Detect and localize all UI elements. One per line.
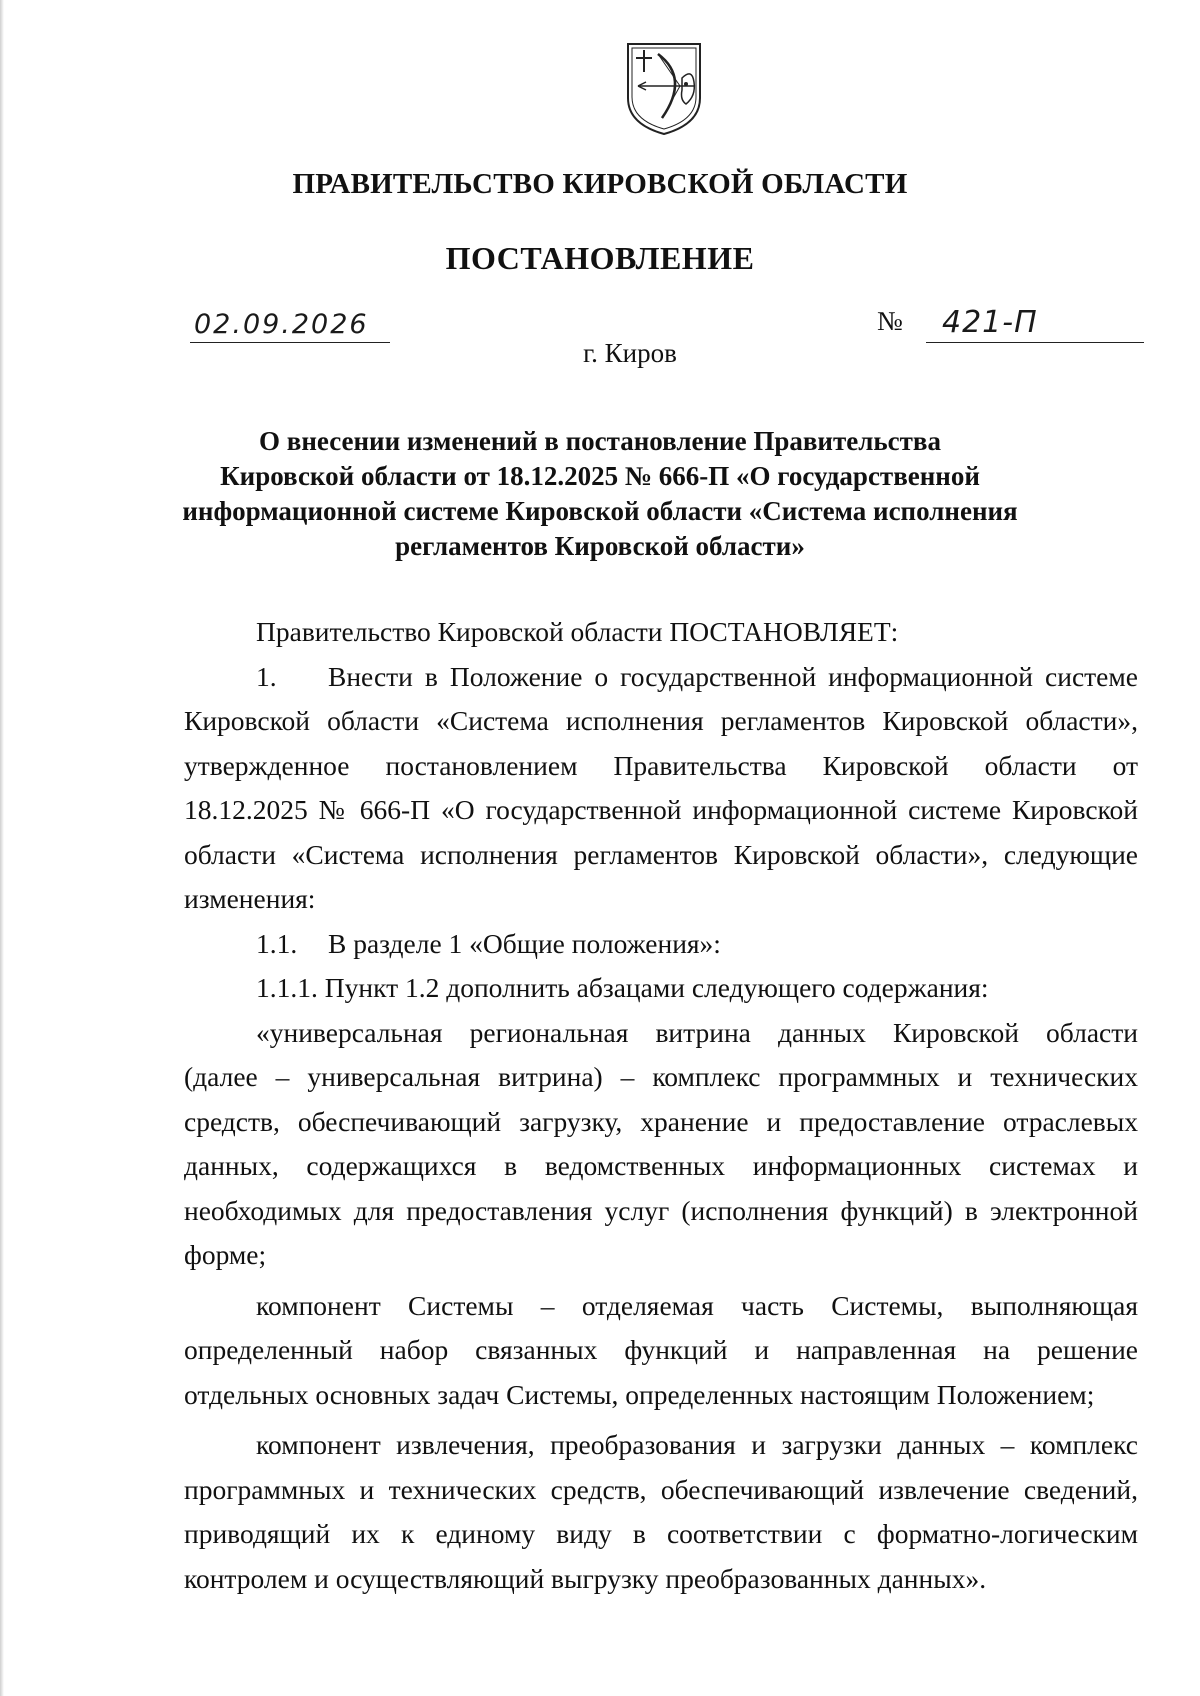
subject-line: Кировской области от 18.12.2025 № 666-П «О государственной xyxy=(220,461,980,491)
paragraph-c-line: программных и технических средств, обеспечивающий извлечение сведений, xyxy=(184,1473,1138,1505)
paragraph-c-line: компонент извлечения, преобразования и загрузки данных – комплекс xyxy=(256,1429,1138,1460)
item-1-line: области «Система исполнения регламентов Кировской области», следующие xyxy=(184,838,1138,870)
paragraph-b-line: отдельных основных задач Системы, определенных настоящим Положением; xyxy=(184,1378,1095,1410)
document-date: 02.09.2026 xyxy=(194,309,369,340)
number-sign: № xyxy=(877,306,903,336)
item-1-first-line xyxy=(184,655,1138,700)
paragraph-a-line: данных, содержащихся в ведомственных информационных системах и xyxy=(184,1150,1138,1181)
item-1-1-number: 1.1. xyxy=(256,927,298,959)
subject-line: информационной системе Кировской области «Система исполнения xyxy=(182,496,1018,526)
item-1-1 xyxy=(184,922,1138,967)
item-1-line: Кировской области «Система исполнения регламентов Кировской области», xyxy=(184,705,1138,736)
item-1-1-1: 1.1.1. Пункт 1.2 дополнить абзацами следующего содержания: xyxy=(256,972,989,1003)
paragraph-b-line: определенный набор связанных функций и направленная на решение xyxy=(184,1334,1138,1365)
document-type: ПОСТАНОВЛЕНИЕ xyxy=(445,240,755,276)
city: г. Киров xyxy=(583,338,677,368)
document-body xyxy=(184,610,1138,1601)
item-1-line: утвержденное постановлением Правительства Кировской области от xyxy=(184,749,1138,781)
number-field xyxy=(926,302,1144,343)
item-1-number: 1. xyxy=(256,660,277,692)
paragraph-a-line: форме; xyxy=(184,1239,267,1270)
subject-line: регламентов Кировской области» xyxy=(395,531,805,561)
paragraph-b-line: компонент Системы – отделяемая часть Системы, выполняющая xyxy=(256,1289,1138,1321)
subject-line: О внесении изменений в постановление Правительства xyxy=(259,426,941,456)
item-1-1-text: В разделе 1 «Общие положения»: xyxy=(328,927,721,959)
preamble: Правительство Кировской области ПОСТАНОВЛЯЕТ: xyxy=(256,616,899,647)
paragraph-a-line: (далее – универсальная витрина) – комплекс программных и технических xyxy=(184,1061,1138,1092)
coat-of-arms-emblem-icon xyxy=(624,38,704,138)
item-1-line: изменения: xyxy=(184,883,316,914)
item-1-text: Внести в Положение о государственной информационной системе xyxy=(328,660,1138,692)
paragraph-a-line: «универсальная региональная витрина данных Кировской области xyxy=(256,1016,1138,1048)
paragraph-a-line: необходимых для предоставления услуг (исполнения функций) в электронной xyxy=(184,1194,1138,1226)
document-subject xyxy=(150,424,1050,564)
government-title: ПРАВИТЕЛЬСТВО КИРОВСКОЙ ОБЛАСТИ xyxy=(292,168,908,200)
paragraph-c-line: контролем и осуществляющий выгрузку преобразованных данных». xyxy=(184,1562,987,1594)
paragraph-a-line: средств, обеспечивающий загрузку, хранение и предоставление отраслевых xyxy=(184,1105,1138,1137)
paragraph-c-line: приводящий их к единому виду в соответствии с форматно-логическим xyxy=(184,1518,1138,1549)
document-number: 421-П xyxy=(942,305,1038,340)
item-1-line: 18.12.2025 № 666-П «О государственной информационной системе Кировской xyxy=(184,794,1138,825)
